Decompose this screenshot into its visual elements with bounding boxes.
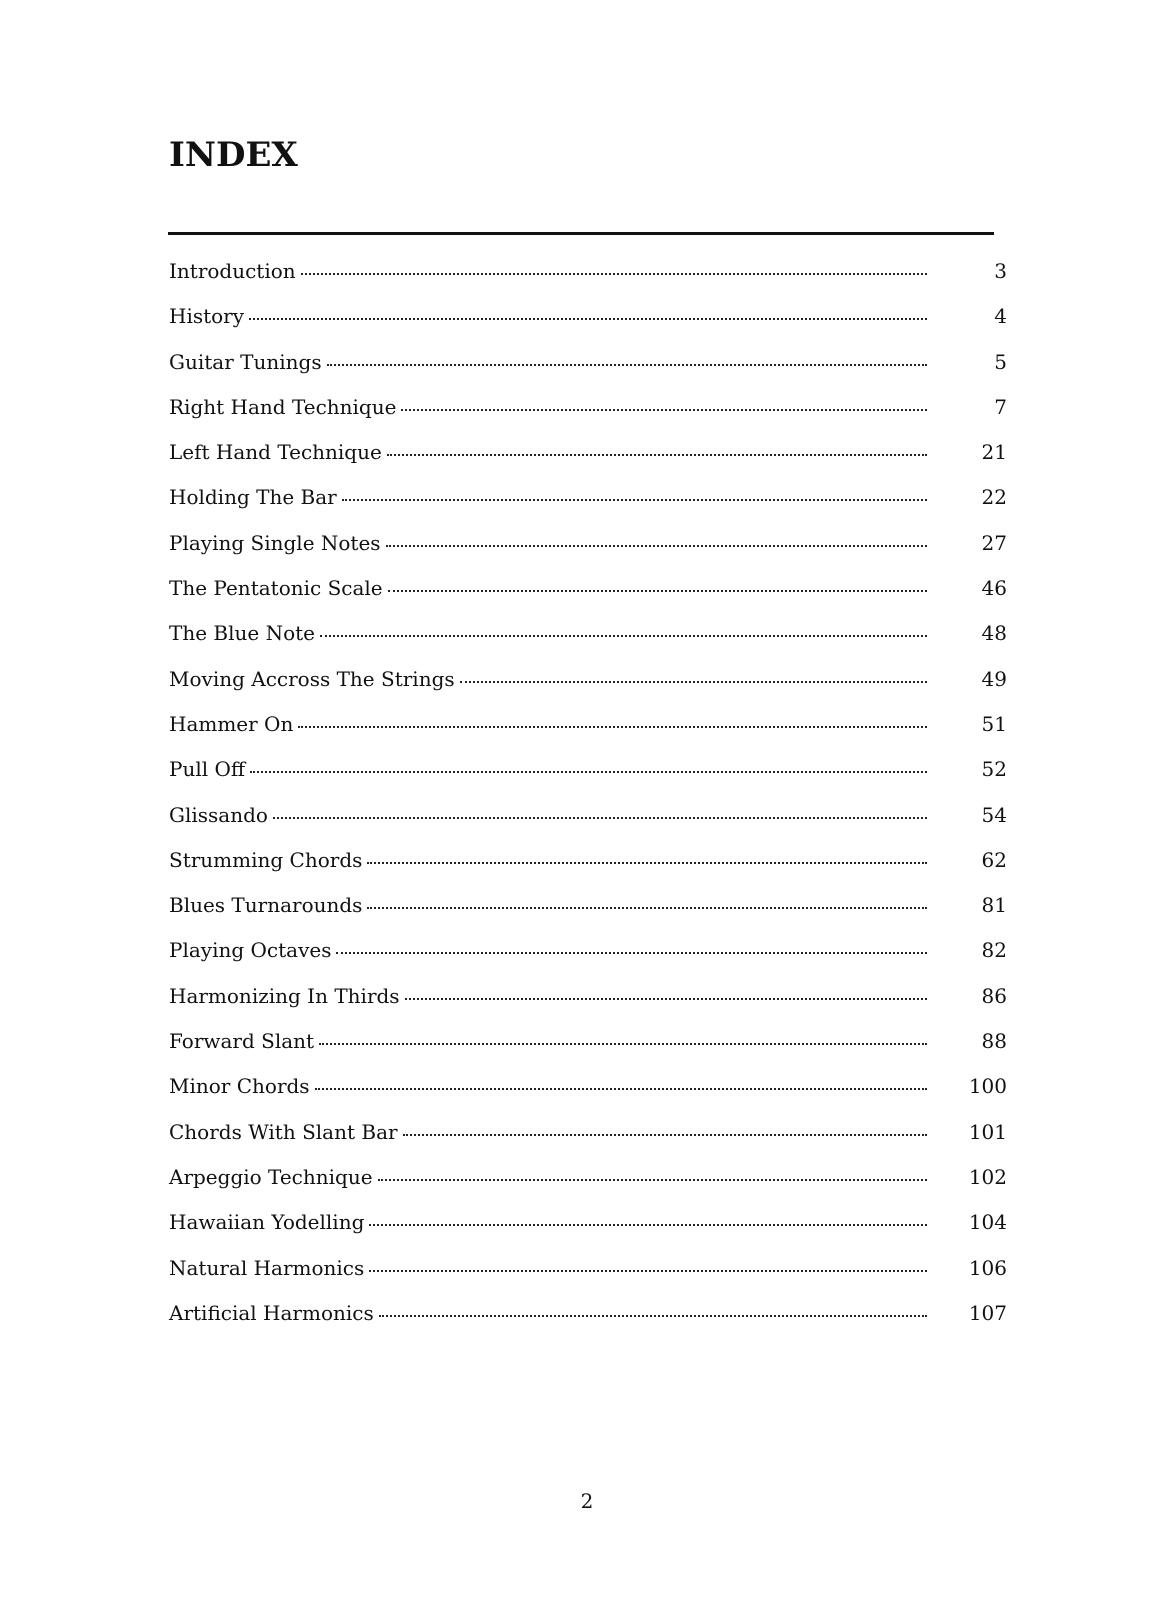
dot-leader [315, 1084, 927, 1090]
toc-entry-page: 102 [968, 1164, 1007, 1189]
page-number: 2 [580, 1489, 594, 1513]
dot-leader [378, 1175, 927, 1181]
toc-entry-page: 62 [981, 847, 1007, 872]
toc-entry-page: 107 [968, 1300, 1007, 1325]
toc-list [169, 256, 1007, 1343]
toc-entry[interactable] [169, 482, 1007, 527]
toc-entry-page: 49 [981, 666, 1007, 691]
toc-entry-label: Harmonizing In Thirds [169, 983, 400, 1008]
toc-entry-label: Left Hand Technique [169, 440, 382, 465]
toc-entry-label: Right Hand Technique [169, 394, 397, 419]
dot-leader [320, 631, 927, 637]
toc-entry[interactable] [169, 1253, 1007, 1298]
dot-leader [405, 994, 927, 1000]
toc-entry-label: Playing Octaves [169, 938, 332, 963]
toc-entry-page: 82 [981, 938, 1007, 963]
toc-entry-page: 81 [981, 893, 1007, 918]
toc-entry-label: Natural Harmonics [169, 1255, 365, 1280]
toc-entry-page: 51 [981, 711, 1007, 736]
toc-entry-label: History [169, 304, 245, 329]
toc-entry-label: Forward Slant [169, 1029, 315, 1054]
toc-entry[interactable] [169, 392, 1007, 437]
toc-entry-page: 100 [968, 1074, 1007, 1099]
toc-entry[interactable] [169, 754, 1007, 799]
toc-entry[interactable] [169, 618, 1007, 663]
toc-entry[interactable] [169, 800, 1007, 845]
toc-entry-label: Guitar Tunings [169, 349, 322, 374]
dot-leader [403, 1130, 927, 1136]
toc-entry-page: 106 [968, 1255, 1007, 1280]
title-rule [168, 232, 994, 235]
toc-entry[interactable] [169, 301, 1007, 346]
toc-entry-label: Pull Off [169, 757, 246, 782]
toc-entry-label: Playing Single Notes [169, 530, 381, 555]
dot-leader [401, 405, 927, 411]
dot-leader [342, 495, 927, 501]
toc-entry[interactable] [169, 573, 1007, 618]
toc-entry-label: Minor Chords [169, 1074, 310, 1099]
dot-leader [273, 813, 927, 819]
toc-entry-label: Hammer On [169, 711, 294, 736]
toc-entry[interactable] [169, 1117, 1007, 1162]
dot-leader [249, 314, 927, 320]
toc-entry-page: 86 [981, 983, 1007, 1008]
toc-entry-label: The Blue Note [169, 621, 315, 646]
toc-entry[interactable] [169, 981, 1007, 1026]
toc-entry[interactable] [169, 1026, 1007, 1071]
toc-entry-page: 48 [981, 621, 1007, 646]
toc-entry-label: Strumming Chords [169, 847, 363, 872]
toc-entry[interactable] [169, 845, 1007, 890]
page-title: INDEX [169, 135, 298, 175]
toc-entry-page: 22 [981, 485, 1007, 510]
toc-entry-label: Holding The Bar [169, 485, 337, 510]
toc-entry[interactable] [169, 256, 1007, 301]
toc-entry-page: 52 [981, 757, 1007, 782]
toc-entry-label: Glissando [169, 802, 268, 827]
toc-entry-label: Blues Turnarounds [169, 893, 363, 918]
toc-entry-page: 5 [994, 349, 1007, 374]
toc-entry-label: Artificial Harmonics [169, 1300, 374, 1325]
toc-entry-page: 54 [981, 802, 1007, 827]
toc-entry-page: 3 [994, 259, 1007, 283]
toc-entry-page: 46 [981, 576, 1007, 601]
toc-entry-page: 104 [968, 1210, 1007, 1235]
toc-entry[interactable] [169, 528, 1007, 573]
dot-leader [369, 1266, 927, 1272]
toc-entry-page: 4 [994, 304, 1007, 329]
dot-leader [367, 903, 927, 909]
dot-leader [379, 1311, 927, 1317]
toc-entry[interactable] [169, 890, 1007, 935]
dot-leader [388, 586, 927, 592]
dot-leader [367, 858, 927, 864]
dot-leader [319, 1039, 927, 1045]
toc-entry[interactable] [169, 664, 1007, 709]
toc-entry-label: Hawaiian Yodelling [169, 1210, 365, 1235]
dot-leader [250, 767, 927, 773]
dot-leader [460, 677, 927, 683]
toc-entry-label: Introduction [169, 259, 296, 283]
toc-entry[interactable] [169, 347, 1007, 392]
dot-leader [301, 269, 927, 275]
dot-leader [327, 360, 927, 366]
dot-leader [369, 1220, 927, 1226]
toc-entry[interactable] [169, 437, 1007, 482]
toc-entry[interactable] [169, 1162, 1007, 1207]
dot-leader [298, 722, 927, 728]
dot-leader [386, 541, 927, 547]
toc-entry[interactable] [169, 1207, 1007, 1252]
toc-entry-page: 27 [981, 530, 1007, 555]
toc-entry[interactable] [169, 709, 1007, 754]
toc-entry-label: The Pentatonic Scale [169, 576, 383, 601]
toc-entry[interactable] [169, 1298, 1007, 1343]
toc-entry[interactable] [169, 935, 1007, 980]
toc-entry-page: 7 [994, 394, 1007, 419]
toc-entry-page: 101 [968, 1119, 1007, 1144]
toc-entry-label: Moving Accross The Strings [169, 666, 455, 691]
toc-entry-page: 88 [981, 1029, 1007, 1054]
toc-entry-label: Arpeggio Technique [169, 1164, 373, 1189]
dot-leader [336, 948, 927, 954]
toc-entry[interactable] [169, 1071, 1007, 1116]
dot-leader [387, 450, 927, 456]
toc-entry-label: Chords With Slant Bar [169, 1119, 398, 1144]
toc-entry-page: 21 [981, 440, 1007, 465]
